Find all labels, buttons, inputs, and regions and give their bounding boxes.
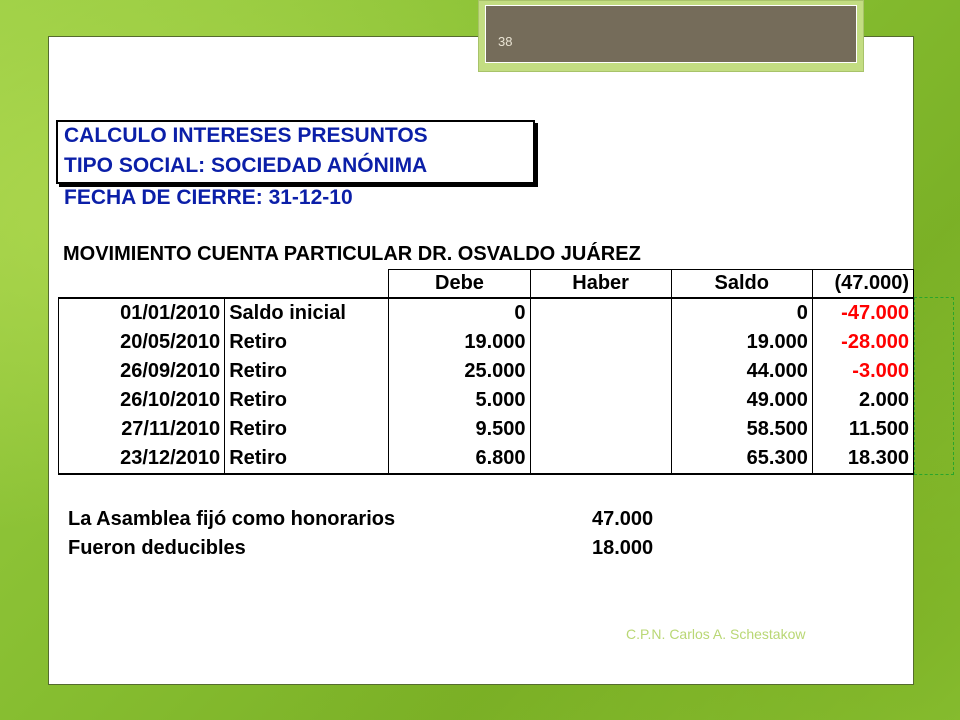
table-row — [59, 298, 914, 328]
row-concept: Retiro — [225, 328, 389, 357]
header-blank — [59, 270, 389, 299]
title-line-2: TIPO SOCIAL: SOCIEDAD ANÓNIMA — [64, 154, 428, 177]
row-saldo: 58.500 — [671, 415, 812, 444]
row-date: 23/12/2010 — [59, 444, 225, 474]
row-date: 01/01/2010 — [59, 298, 225, 328]
title-line-1: CALCULO INTERESES PRESUNTOS — [64, 124, 428, 147]
row-adjusted: 18.300 — [812, 444, 913, 474]
table-row — [59, 444, 914, 474]
row-debe: 25.000 — [389, 357, 530, 386]
row-concept: Retiro — [225, 386, 389, 415]
row-date: 26/10/2010 — [59, 386, 225, 415]
closing-date: FECHA DE CIERRE: 31-12-10 — [64, 186, 353, 209]
header-debe: Debe — [389, 270, 530, 299]
row-adjusted: 2.000 — [812, 386, 913, 415]
table-row — [59, 357, 914, 386]
row-date: 26/09/2010 — [59, 357, 225, 386]
movements-table — [58, 269, 914, 475]
cell-selection-outline — [914, 297, 954, 475]
row-haber — [530, 444, 671, 474]
row-haber — [530, 298, 671, 328]
table-row — [59, 328, 914, 357]
row-haber — [530, 386, 671, 415]
table-row — [59, 386, 914, 415]
row-saldo: 19.000 — [671, 328, 812, 357]
row-debe: 0 — [389, 298, 530, 328]
row-date: 20/05/2010 — [59, 328, 225, 357]
row-adjusted: 11.500 — [812, 415, 913, 444]
row-debe: 19.000 — [389, 328, 530, 357]
header-adjustment: (47.000) — [812, 270, 913, 299]
row-debe: 9.500 — [389, 415, 530, 444]
note-label-honorarios: La Asamblea fijó como honorarios — [68, 508, 396, 530]
row-concept: Retiro — [225, 444, 389, 474]
row-adjusted: -47.000 — [812, 298, 913, 328]
page-number: 38 — [498, 34, 513, 49]
header-haber: Haber — [530, 270, 671, 299]
row-haber — [530, 415, 671, 444]
footer-author: C.P.N. Carlos A. Schestakow — [626, 626, 806, 642]
header-saldo: Saldo — [671, 270, 812, 299]
note-value-honorarios: 47.000 — [592, 508, 654, 530]
row-debe: 5.000 — [389, 386, 530, 415]
row-haber — [530, 357, 671, 386]
row-haber — [530, 328, 671, 357]
row-saldo: 0 — [671, 298, 812, 328]
row-date: 27/11/2010 — [59, 415, 225, 444]
note-label-deducibles: Fueron deducibles — [68, 537, 246, 559]
row-debe: 6.800 — [389, 444, 530, 474]
table-header-row — [59, 270, 914, 299]
movement-title: MOVIMIENTO CUENTA PARTICULAR DR. OSVALDO JUÁREZ — [63, 243, 641, 265]
row-saldo: 44.000 — [671, 357, 812, 386]
row-concept: Retiro — [225, 357, 389, 386]
row-adjusted: -28.000 — [812, 328, 913, 357]
row-concept: Retiro — [225, 415, 389, 444]
row-adjusted: -3.000 — [812, 357, 913, 386]
row-saldo: 49.000 — [671, 386, 812, 415]
table-row — [59, 415, 914, 444]
row-saldo: 65.300 — [671, 444, 812, 474]
note-value-deducibles: 18.000 — [592, 537, 654, 559]
row-concept: Saldo inicial — [225, 298, 389, 328]
